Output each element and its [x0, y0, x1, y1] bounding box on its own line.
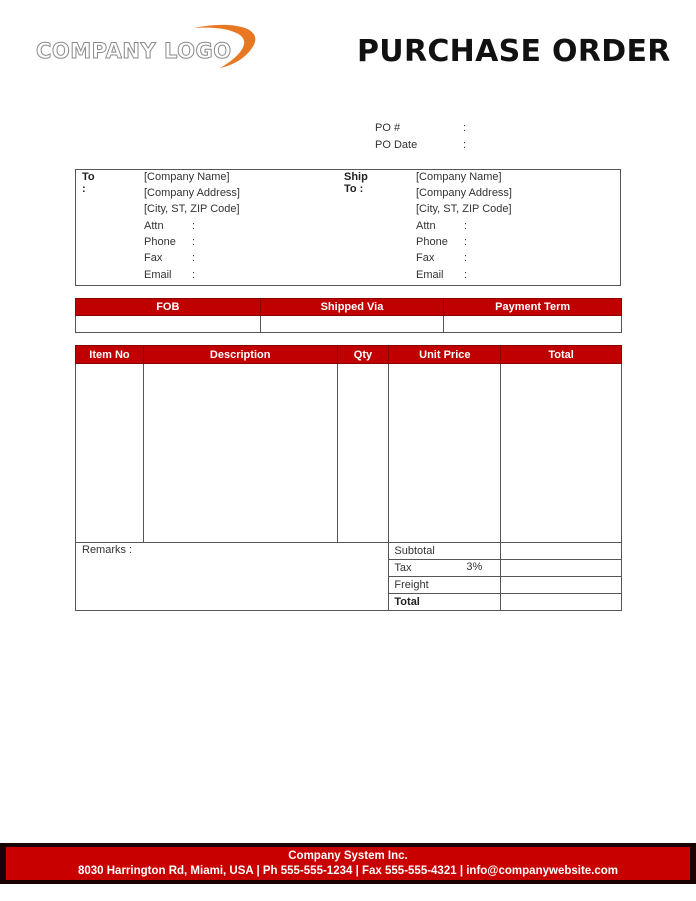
- logo-text: COMPANY LOGO: [36, 39, 232, 63]
- tax-label: [389, 560, 501, 577]
- items-table-body: [76, 364, 622, 543]
- payment-term-cell[interactable]: [444, 316, 622, 333]
- total-header: Total: [501, 346, 622, 364]
- subtotal-row: [76, 543, 622, 560]
- subtotal-label-text: Subtotal: [394, 545, 435, 557]
- po-date-sep: :: [463, 139, 467, 151]
- unit-price-header: Unit Price: [389, 346, 501, 364]
- ship-to-email-label: Email: [416, 269, 444, 281]
- payment-term-header: Payment Term: [444, 299, 622, 316]
- grand-total-label-text: Total: [394, 596, 420, 608]
- to-fax-label: Fax: [144, 252, 163, 264]
- to-attn-label: Attn: [144, 220, 164, 232]
- footer-content: [6, 847, 690, 880]
- item-no-header: Item No: [76, 346, 144, 364]
- total-cell[interactable]: [501, 364, 622, 543]
- ship-to-phone-label: Phone: [416, 236, 448, 248]
- ship-to-city-line[interactable]: [City, ST, ZIP Code]: [416, 203, 512, 215]
- subtotal-label: [389, 543, 501, 560]
- to-email-sep: :: [192, 269, 196, 281]
- items-table-header: [76, 346, 622, 364]
- to-attn-sep: :: [192, 220, 196, 232]
- shipping-table: [75, 298, 622, 333]
- po-date-row: [375, 139, 466, 156]
- qty-cell[interactable]: [337, 364, 389, 543]
- company-logo: [34, 22, 264, 72]
- ship-to-attn-label: Attn: [416, 220, 436, 232]
- to-phone-sep: :: [192, 236, 196, 248]
- fob-header: FOB: [76, 299, 261, 316]
- to-email-label: Email: [144, 269, 172, 281]
- ship-to-fax-sep: :: [464, 252, 468, 264]
- freight-label-text: Freight: [394, 579, 429, 591]
- freight-value[interactable]: [501, 577, 622, 594]
- to-fax-sep: :: [192, 252, 196, 264]
- po-number-row: [375, 122, 466, 139]
- subtotal-value[interactable]: [501, 543, 622, 560]
- grand-total-label: [389, 594, 501, 611]
- document-title: PURCHASE ORDER: [357, 34, 671, 69]
- ship-to-phone-sep: :: [464, 236, 468, 248]
- to-company-name[interactable]: [Company Name]: [144, 171, 230, 183]
- tax-value[interactable]: [501, 560, 622, 577]
- fob-cell[interactable]: [76, 316, 261, 333]
- shipping-table-header: [76, 299, 622, 316]
- item-no-cell[interactable]: [76, 364, 144, 543]
- address-box: [75, 169, 621, 286]
- po-date-label: PO Date: [375, 139, 418, 151]
- description-header: Description: [143, 346, 337, 364]
- footer-bar: [0, 843, 696, 884]
- tax-label-text: Tax: [394, 562, 412, 574]
- freight-label: [389, 577, 501, 594]
- shipped-via-header: Shipped Via: [260, 299, 444, 316]
- to-city-line[interactable]: [City, ST, ZIP Code]: [144, 203, 240, 215]
- po-number-sep: :: [463, 122, 467, 134]
- grand-total-value[interactable]: [501, 594, 622, 611]
- shipped-via-cell[interactable]: [260, 316, 444, 333]
- to-company-address[interactable]: [Company Address]: [144, 187, 240, 199]
- ship-to-fax-label: Fax: [416, 252, 435, 264]
- description-cell[interactable]: [143, 364, 337, 543]
- po-number-label: PO #: [375, 122, 401, 134]
- remarks-area[interactable]: [76, 543, 389, 611]
- qty-header: Qty: [337, 346, 389, 364]
- items-table: [75, 345, 622, 611]
- ship-to-company-address[interactable]: [Company Address]: [416, 187, 512, 199]
- remarks-label: Remarks :: [82, 544, 133, 556]
- ship-to-heading: Ship To :: [344, 171, 368, 195]
- footer-contact: 8030 Harrington Rd, Miami, USA | Ph 555-555-1234 | Fax 555-555-4321 | info@companywebsite.com: [77, 865, 619, 877]
- shipping-table-row: [76, 316, 622, 333]
- to-phone-label: Phone: [144, 236, 176, 248]
- ship-to-company-name[interactable]: [Company Name]: [416, 171, 502, 183]
- to-heading: To :: [82, 171, 95, 195]
- unit-price-cell[interactable]: [389, 364, 501, 543]
- ship-to-email-sep: :: [464, 269, 468, 281]
- footer-company: Company System Inc.: [288, 850, 408, 862]
- ship-to-attn-sep: :: [464, 220, 468, 232]
- po-meta: [375, 122, 466, 156]
- tax-rate[interactable]: 3%: [466, 561, 483, 573]
